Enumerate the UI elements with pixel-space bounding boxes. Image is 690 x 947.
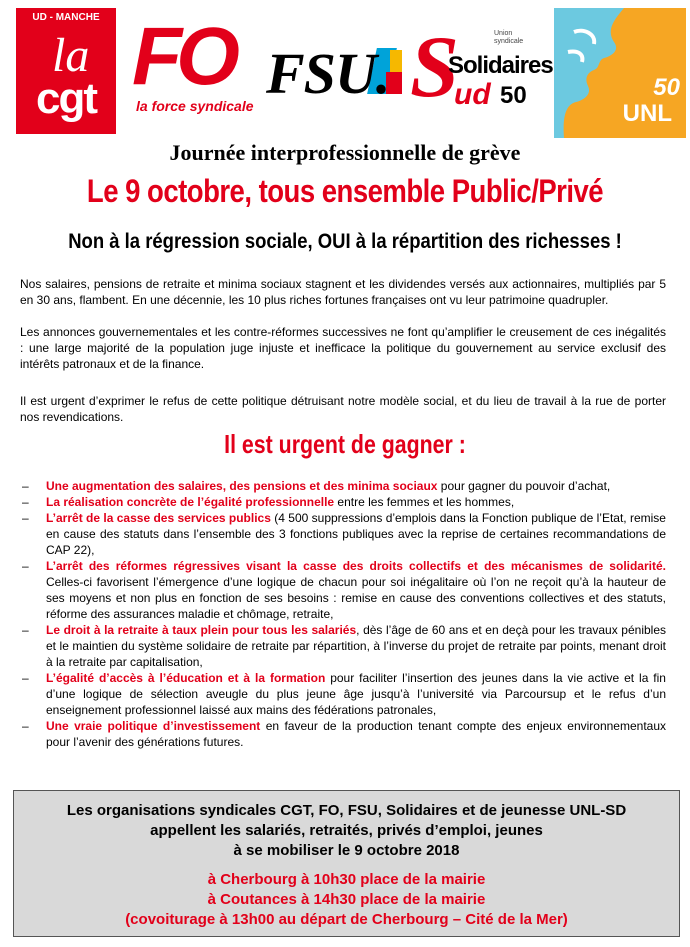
- list-item: [0, 478, 690, 494]
- intro-paragraph-1: Nos salaires, pensions de retraite et minima sociaux stagnent et les dividendes versés aux actionnaires, multipliés par 5 en 30 ans, flambent. En une décennie, les 10 plus riches fortunes françaises ont vu leur patrimoine quadrupler.: [20, 277, 666, 307]
- callout-events: [14, 870, 679, 930]
- event-line: à Cherbourg à 10h30 place de la mairie: [207, 871, 486, 888]
- dash-bullet: –: [22, 479, 29, 493]
- demand-text: (4 500 suppressions d’emplois dans la Fonction publique de l’Etat, remise en cause des statuts dans l’ensemble des 3 fonctions publiques avec la reprise de certaines recommandations de CAP 22),: [46, 511, 666, 557]
- unl-logo: [554, 8, 686, 138]
- dash-bullet: –: [22, 559, 29, 573]
- demand-highlight: Le droit à la retraite à taux plein pour tous les salariés: [46, 623, 357, 637]
- list-item: [0, 718, 690, 750]
- solidaires-logo-name: Solidaires: [448, 52, 553, 79]
- cgt-logo-top-text: UD - MANCHE: [32, 12, 100, 23]
- callout-message: [14, 801, 679, 861]
- unl-logo-label: UNL: [622, 100, 672, 127]
- demand-highlight: Une vraie politique d’investissement: [46, 719, 261, 733]
- event-line: à Coutances à 14h30 place de la mairie: [207, 891, 486, 908]
- demand-highlight: L’arrêt des réformes régressives visant la casse des droits collectifs et des mécanismes de solidarité.: [46, 559, 666, 573]
- demand-text: , dès l’âge de 60 ans et en deçà pour les travaux pénibles et le maintien du système solidaire de retraite par répartition, à l’inverse du projet de retraite par points, menant droit à la retraite par capitalisation,: [46, 623, 666, 669]
- demands-list: [0, 478, 690, 750]
- fo-logo-tagline: la force syndicale: [136, 98, 254, 114]
- list-item: [0, 510, 690, 558]
- event-line: (covoiturage à 13h00 au départ de Cherbourg – Cité de la Mer): [125, 911, 568, 928]
- dash-bullet: –: [22, 671, 29, 685]
- fsu-logo: [266, 40, 404, 110]
- solidaires-logo: [410, 19, 553, 124]
- callout-line: à se mobiliser le 9 octobre 2018: [233, 842, 460, 859]
- callout-line: Les organisations syndicales CGT, FO, FSU, Solidaires et de jeunesse UNL-SD: [66, 802, 627, 819]
- list-item: [0, 494, 690, 510]
- unl-logo-number: 50: [653, 74, 680, 101]
- demand-text: pour gagner du pouvoir d’achat,: [437, 479, 611, 493]
- slogan: Non à la régression sociale, OUI à la répartition des richesses !: [68, 230, 622, 253]
- solidaires-logo-number: 50: [500, 82, 527, 109]
- dash-bullet: –: [22, 719, 29, 733]
- list-item: [0, 622, 690, 670]
- fsu-logo-yellow-mark: [390, 50, 402, 72]
- cgt-logo-word: cgt: [36, 74, 96, 123]
- demand-highlight: Une augmentation des salaires, des pensions et des minima sociaux: [46, 479, 438, 493]
- demand-text: Celles-ci favorisent l’émergence d’une logique de chacun pour soi inégalitaire où l’on ne reçoit qu’à la hauteur de ses moyens et non plus en fonction de ses besoins : remise en cause des conventions collectives et des statuts, réforme des assurances maladie et chômage, retraite,: [46, 575, 666, 621]
- fo-logo: [128, 11, 254, 128]
- fsu-logo-text: FSU.: [266, 41, 390, 106]
- demand-highlight: L’égalité d’accès à l’éducation et à la formation: [46, 671, 326, 685]
- list-item: [0, 558, 690, 622]
- demand-highlight: L’arrêt de la casse des services publics: [46, 511, 271, 525]
- demand-highlight: La réalisation concrète de l’égalité professionnelle: [46, 495, 335, 509]
- solidaires-logo-small-text: Union syndicale: [494, 30, 524, 45]
- cgt-logo: [16, 8, 116, 134]
- mobilisation-callout: [13, 790, 680, 937]
- logo-banner: [0, 0, 690, 140]
- solidaires-logo-ud: ud: [454, 78, 491, 111]
- demand-text: en faveur de la production tenant compte des enjeux environnementaux pour l’avenir des générations futures.: [46, 719, 666, 749]
- callout-line: appellent les salariés, retraités, privés d’emploi, jeunes: [150, 822, 543, 839]
- intro-paragraph-3: Il est urgent d’exprimer le refus de cette politique détruisant notre modèle social, et du lieu de travail à la rue de porter nos revendications.: [20, 394, 666, 424]
- intro-paragraph-2: Les annonces gouvernementales et les contre-réformes successives ne font qu’amplifier le creusement de ces inégalités : une large majorité de la population juge injuste et inefficace la politique du gouvernement au service exclusif des intérêts patronaux et de la finance.: [20, 325, 666, 371]
- fo-logo-letters: FO: [132, 11, 234, 102]
- cgt-logo-la: la: [52, 29, 90, 82]
- dash-bullet: –: [22, 495, 29, 509]
- dash-bullet: –: [22, 511, 29, 525]
- dash-bullet: –: [22, 623, 29, 637]
- solidaires-logo-s: S: [410, 19, 459, 116]
- list-item: [0, 670, 690, 718]
- page-title: Le 9 octobre, tous ensemble Public/Privé: [86, 173, 604, 209]
- demand-text: entre les femmes et les hommes,: [334, 495, 515, 509]
- demands-heading: Il est urgent de gagner :: [224, 429, 466, 459]
- demand-text: pour faciliter l’insertion des jeunes dans la vie active et la fin d’une logique de sélection aveugle du plus jeune âge jusqu’à l’université via Parcoursup et le refus d’un enseignement professionnel laissé aux mains des fédérations patronales,: [46, 671, 666, 717]
- event-subtitle: Journée interprofessionnelle de grève: [169, 140, 521, 165]
